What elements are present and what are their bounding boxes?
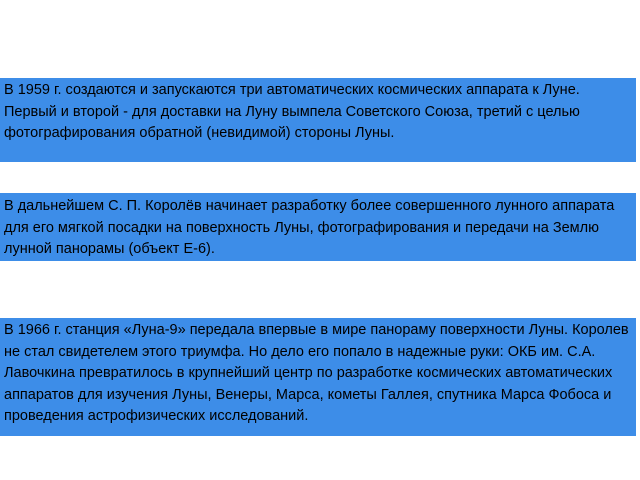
text-block-luna-9: [0, 318, 636, 436]
text-block-korolev-e6: [0, 193, 636, 261]
text-block-1959-launches-text: В 1959 г. создаются и запускаются три автоматических космических аппарата к Луне. Первый и второй - для доставки на Луну вымпела Советского Союза, третий с целью фотографирования обратной (невидимой) стороны Луны.: [4, 82, 580, 141]
text-block-1959-launches: [0, 78, 636, 162]
text-block-luna-9-text: В 1966 г. станция «Луна-9» передала впервые в мире панораму поверхности Луны. Королев не стал свидетелем этого триумфа. Но дело его попало в надежные руки: ОКБ им. С.А. Лавочкина превратилось в крупнейший центр по разработке космических автоматических аппаратов для изучения Луны, Венеры, Марса, кометы Галлея, спутника Марса Фобоса и проведения астрофизических исследований.: [4, 322, 629, 424]
text-block-korolev-e6-text: В дальнейшем С. П. Королёв начинает разработку более совершенного лунного аппарата для его мягкой посадки на поверхность Луны, фотографирования и передачи на Землю лунной панорамы (объект Е-6).: [4, 198, 615, 257]
